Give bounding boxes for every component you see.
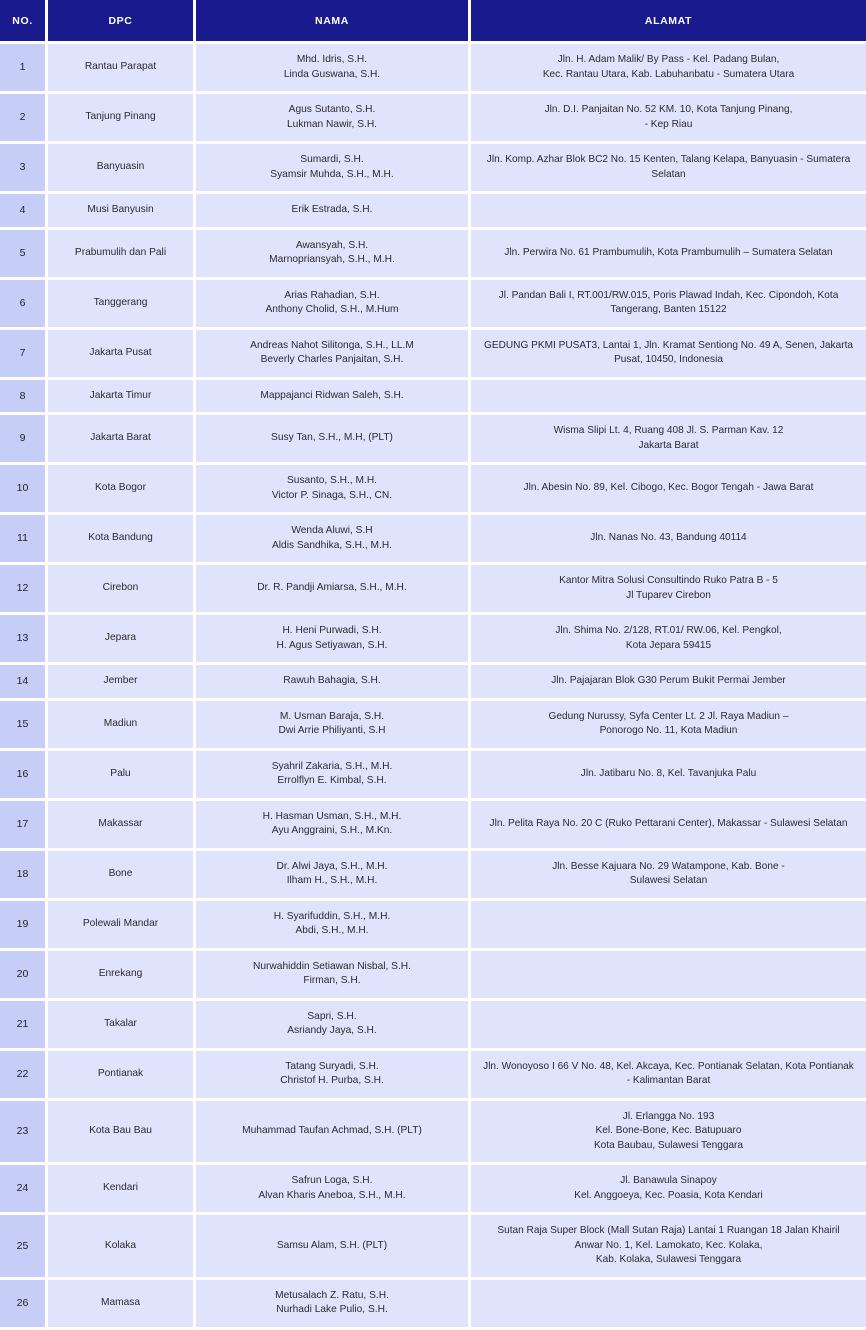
cell-nama-line: Andreas Nahot Silitonga, S.H., LL.M [250,339,414,351]
cell-nama [196,1280,471,1330]
cell-dpc: Kota Bau Bau [48,1101,196,1166]
cell-nama-line: Syahril Zakaria, S.H., M.H. [271,760,393,772]
cell-no: 22 [0,1051,48,1101]
table-row [0,230,866,280]
cell-alamat-line: GEDUNG PKMI PUSAT3, Lantai 1, Jln. Kramat Sentiong No. 49 A, Senen, Jakarta Pusat, 10450, Indonesia [484,339,853,365]
cell-alamat-line: Jln. Abesin No. 89, Kel. Cibogo, Kec. Bogor Tengah - Jawa Barat [523,482,814,494]
cell-nama [196,465,471,515]
cell-dpc: Jakarta Barat [48,415,196,465]
cell-nama-line: Errolflyn E. Kimbal, S.H. [277,775,387,786]
cell-no: 16 [0,751,48,801]
cell-alamat [471,465,866,515]
cell-nama-line: Abdi, S.H., M.H. [295,925,369,936]
cell-dpc: Takalar [48,1001,196,1051]
cell-nama-line: Lukman Nawir, S.H. [286,118,378,130]
table-row [0,1215,866,1280]
cell-alamat [471,1165,866,1215]
table-row [0,951,866,1001]
cell-no: 13 [0,615,48,665]
cell-alamat-line: - Kep Riau [644,118,693,130]
cell-nama [196,380,471,416]
cell-nama-line: Nurwahiddin Setiawan Nisbal, S.H. [253,960,411,972]
cell-alamat [471,1101,866,1166]
cell-dpc: Makassar [48,801,196,851]
cell-no: 18 [0,851,48,901]
cell-nama [196,1165,471,1215]
cell-dpc: Jepara [48,615,196,665]
cell-dpc: Kota Bandung [48,515,196,565]
cell-nama [196,565,471,615]
cell-alamat [471,380,866,416]
cell-nama-line: Susy Tan, S.H., M.H, (PLT) [271,432,393,444]
cell-nama-line: Dr. Alwi Jaya, S.H., M.H. [276,860,388,872]
cell-alamat-line: Jakarta Barat [638,439,699,451]
cell-no: 6 [0,280,48,330]
cell-alamat [471,901,866,951]
cell-dpc: Kota Bogor [48,465,196,515]
cell-nama [196,851,471,901]
cell-nama-line: Victor P. Sinaga, S.H., CN. [271,489,393,501]
cell-no: 10 [0,465,48,515]
table-header [0,0,866,44]
table-row [0,44,866,94]
table-row [0,1280,866,1330]
cell-nama-line: Asriandy Jaya, S.H. [287,1025,377,1036]
cell-alamat-line: Kota Jepara 59415 [625,639,712,651]
cell-alamat-line: Wisma Slipi Lt. 4, Ruang 408 Jl. S. Parman Kav. 12 [553,425,784,436]
table-row [0,280,866,330]
cell-dpc: Enrekang [48,951,196,1001]
cell-nama [196,144,471,194]
cell-alamat-line: Jln. Besse Kajuara No. 29 Watampone, Kab. Bone - [552,860,785,872]
cell-nama-line: H. Hasman Usman, S.H., M.H. [262,810,402,822]
cell-nama [196,701,471,751]
cell-dpc: Rantau Parapat [48,44,196,94]
cell-nama [196,94,471,144]
cell-nama-line: Sapri, S.H. [307,1010,357,1022]
cell-nama [196,751,471,801]
cell-dpc: Kolaka [48,1215,196,1280]
cell-nama-line: Agus Sutanto, S.H. [288,104,376,115]
column-header-no: NO. [0,0,48,44]
cell-alamat-line: Kel. Bone-Bone, Kec. Batupuaro [595,1125,742,1136]
table-row [0,380,866,416]
cell-alamat-line: Jln. Pajajaran Blok G30 Perum Bukit Permai Jember [551,675,786,686]
table-row [0,851,866,901]
cell-nama [196,515,471,565]
cell-nama-line: Safrun Loga, S.H. [291,1175,373,1186]
cell-alamat [471,1215,866,1280]
cell-alamat-line: Jln. Shima No. 2/128, RT.01/ RW.06, Kel. Pengkol, [555,625,782,636]
table-row [0,665,866,701]
column-header-alamat: ALAMAT [471,0,866,44]
cell-nama [196,1101,471,1166]
cell-nama-line: Rawuh Bahagia, S.H. [283,675,381,686]
cell-no: 20 [0,951,48,1001]
cell-nama-line: H. Heni Purwadi, S.H. [282,625,382,636]
cell-nama-line: Ayu Anggraini, S.H., M.Kn. [271,825,393,836]
cell-alamat-line: Ponorogo No. 11, Kota Madiun [599,725,738,736]
table-body [0,44,866,1330]
cell-alamat-line: Jln. Komp. Azhar Blok BC2 No. 15 Kenten, Talang Kelapa, Banyuasin - Sumatera Selatan [486,154,851,180]
cell-nama-line: Wenda Aluwi, S.H [291,525,373,536]
cell-nama-line: Beverly Charles Panjaitan, S.H. [260,354,404,365]
cell-dpc: Madiun [48,701,196,751]
cell-nama-line: Nurhadi Lake Pulio, S.H. [276,1304,388,1315]
cell-nama [196,901,471,951]
cell-dpc: Kendari [48,1165,196,1215]
cell-nama [196,1215,471,1280]
cell-alamat-line: Anwar No. 1, Kel. Lamokato, Kec. Kolaka, [574,1239,763,1251]
cell-alamat-line: Kec. Rantau Utara, Kab. Labuhanbatu - Sumatera Utara [542,68,795,80]
cell-no: 14 [0,665,48,701]
cell-nama-line: Erik Estrada, S.H. [291,204,373,215]
cell-alamat-line: Gedung Nurussy, Syfa Center Lt. 2 Jl. Raya Madiun – [548,710,789,722]
cell-no: 15 [0,701,48,751]
cell-alamat-line: Sutan Raja Super Block (Mall Sutan Raja) Lantai 1 Ruangan 18 Jalan Khairil [497,1225,840,1236]
cell-alamat-line: Kantor Mitra Solusi Consultindo Ruko Patra B - 5 [559,575,778,586]
cell-no: 17 [0,801,48,851]
cell-no: 5 [0,230,48,280]
cell-alamat-line: Jl. Banawula Sinapoy [620,1175,717,1186]
table-row [0,615,866,665]
cell-no: 19 [0,901,48,951]
cell-no: 2 [0,94,48,144]
cell-alamat [471,565,866,615]
cell-nama-line: Mhd. Idris, S.H. [296,54,368,65]
cell-nama [196,665,471,701]
cell-alamat [471,280,866,330]
cell-nama [196,415,471,465]
cell-alamat [471,851,866,901]
cell-alamat-line: Jln. Jatibaru No. 8, Kel. Tavanjuka Palu [580,767,757,779]
cell-nama-line: Dwi Arrie Philiyanti, S.H [278,725,386,736]
cell-nama-line: Dr. R. Pandji Amiarsa, S.H., M.H. [257,582,407,594]
table-row [0,901,866,951]
table-row [0,144,866,194]
cell-nama-line: Samsu Alam, S.H. (PLT) [276,1239,388,1251]
cell-nama-line: Christof H. Purba, S.H. [280,1075,384,1086]
cell-alamat [471,415,866,465]
cell-alamat-line: Kab. Kolaka, Sulawesi Tenggara [595,1254,742,1265]
table-row [0,1165,866,1215]
cell-alamat [471,1001,866,1051]
cell-alamat [471,615,866,665]
cell-dpc: Tanggerang [48,280,196,330]
cell-dpc: Cirebon [48,565,196,615]
table-row [0,330,866,380]
cell-alamat [471,94,866,144]
cell-alamat-line: Jln. H. Adam Malik/ By Pass - Kel. Padang Bulan, [557,54,780,65]
cell-no: 23 [0,1101,48,1166]
cell-alamat [471,144,866,194]
cell-dpc: Musi Banyusin [48,194,196,230]
cell-nama-line: Marnopriansyah, S.H., M.H. [269,254,395,265]
cell-alamat-line: Jl Tuparev Cirebon [626,589,711,601]
table-row [0,194,866,230]
table-row [0,1101,866,1166]
cell-nama [196,1051,471,1101]
cell-nama-line: Tatang Suryadi, S.H. [285,1060,379,1072]
cell-dpc: Banyuasin [48,144,196,194]
cell-alamat-line: Jln. Nanas No. 43, Bandung 40114 [590,532,747,544]
cell-no: 11 [0,515,48,565]
table-row [0,515,866,565]
table-row [0,1051,866,1101]
cell-alamat [471,951,866,1001]
cell-dpc: Jember [48,665,196,701]
cell-alamat-line: Jln. Perwira No. 61 Prambumulih, Kota Prambumulih – Sumatera Selatan [504,246,833,258]
table-row [0,415,866,465]
cell-nama-line: Arias Rahadian, S.H. [284,289,380,301]
cell-alamat-line: Sulawesi Selatan [629,875,708,886]
cell-nama [196,280,471,330]
cell-no: 7 [0,330,48,380]
cell-nama-line: Anthony Cholid, S.H., M.Hum [265,304,399,315]
cell-no: 1 [0,44,48,94]
cell-nama-line: Alvan Kharis Aneboa, S.H., M.H. [258,1189,406,1201]
cell-no: 9 [0,415,48,465]
cell-nama-line: Muhammad Taufan Achmad, S.H. (PLT) [242,1125,422,1136]
cell-nama-line: Syamsir Muhda, S.H., M.H. [270,168,394,180]
table-row [0,1001,866,1051]
cell-alamat-line: Jln. Pelita Raya No. 20 C (Ruko Pettarani Center), Makassar - Sulawesi Selatan [489,817,848,829]
cell-no: 3 [0,144,48,194]
cell-nama [196,801,471,851]
cell-nama-line: Aldis Sandhika, S.H., M.H. [271,539,393,551]
cell-nama-line: Firman, S.H. [303,975,361,986]
cell-alamat [471,515,866,565]
cell-nama [196,615,471,665]
column-header-nama: NAMA [196,0,471,44]
cell-nama [196,1001,471,1051]
cell-nama [196,44,471,94]
cell-dpc: Jakarta Pusat [48,330,196,380]
cell-nama [196,194,471,230]
cell-nama-line: H. Agus Setiyawan, S.H. [276,639,388,651]
table-row [0,94,866,144]
cell-nama-line: Sumardi, S.H. [300,154,364,165]
table-row [0,701,866,751]
cell-alamat [471,751,866,801]
cell-alamat [471,194,866,230]
cell-nama-line: Susanto, S.H., M.H. [286,475,378,486]
cell-no: 25 [0,1215,48,1280]
cell-dpc: Jakarta Timur [48,380,196,416]
table-row [0,465,866,515]
cell-dpc: Prabumulih dan Pali [48,230,196,280]
cell-alamat-line: Jl. Erlangga No. 193 [622,1110,715,1122]
cell-alamat [471,230,866,280]
cell-alamat [471,44,866,94]
cell-alamat-line: Kota Baubau, Sulawesi Tenggara [593,1139,744,1151]
column-header-dpc: DPC [48,0,196,44]
cell-alamat-line: Kel. Anggoeya, Kec. Poasia, Kota Kendari [574,1189,763,1201]
cell-alamat [471,801,866,851]
cell-nama [196,230,471,280]
cell-no: 8 [0,380,48,416]
cell-alamat [471,1280,866,1330]
cell-nama-line: Awansyah, S.H. [295,239,369,251]
cell-no: 12 [0,565,48,615]
cell-alamat-line: Jl. Pandan Bali I, RT.001/RW.015, Poris Plawad Indah, Kec. Cipondoh, Kota Tangerang, Banten 15122 [498,289,839,315]
table-row [0,565,866,615]
cell-dpc: Mamasa [48,1280,196,1330]
cell-nama-line: H. Syarifuddin, S.H., M.H. [273,910,391,922]
table-row [0,801,866,851]
cell-alamat [471,330,866,380]
cell-dpc: Pontianak [48,1051,196,1101]
cell-nama-line: Ilham H., S.H., M.H. [286,875,378,886]
cell-dpc: Polewali Mandar [48,901,196,951]
table-row [0,751,866,801]
cell-nama [196,951,471,1001]
cell-alamat-line: Jln. D.I. Panjaitan No. 52 KM. 10, Kota Tanjung Pinang, [544,104,793,115]
cell-nama-line: Metusalach Z. Ratu, S.H. [275,1289,389,1301]
cell-no: 4 [0,194,48,230]
cell-nama-line: M. Usman Baraja, S.H. [279,710,385,722]
cell-no: 26 [0,1280,48,1330]
cell-no: 21 [0,1001,48,1051]
cell-alamat [471,1051,866,1101]
cell-alamat [471,701,866,751]
cell-no: 24 [0,1165,48,1215]
cell-alamat [471,665,866,701]
table-header-row [0,0,866,44]
cell-dpc: Tanjung Pinang [48,94,196,144]
cell-nama [196,330,471,380]
cell-dpc: Palu [48,751,196,801]
cell-nama-line: Mappajanci Ridwan Saleh, S.H. [260,389,404,401]
cell-alamat-line: Jln. Wonoyoso I 66 V No. 48, Kel. Akcaya, Kec. Pontianak Selatan, Kota Pontianak - Kalimantan Barat [483,1060,854,1086]
cell-dpc: Bone [48,851,196,901]
cell-nama-line: Linda Guswana, S.H. [283,68,381,80]
